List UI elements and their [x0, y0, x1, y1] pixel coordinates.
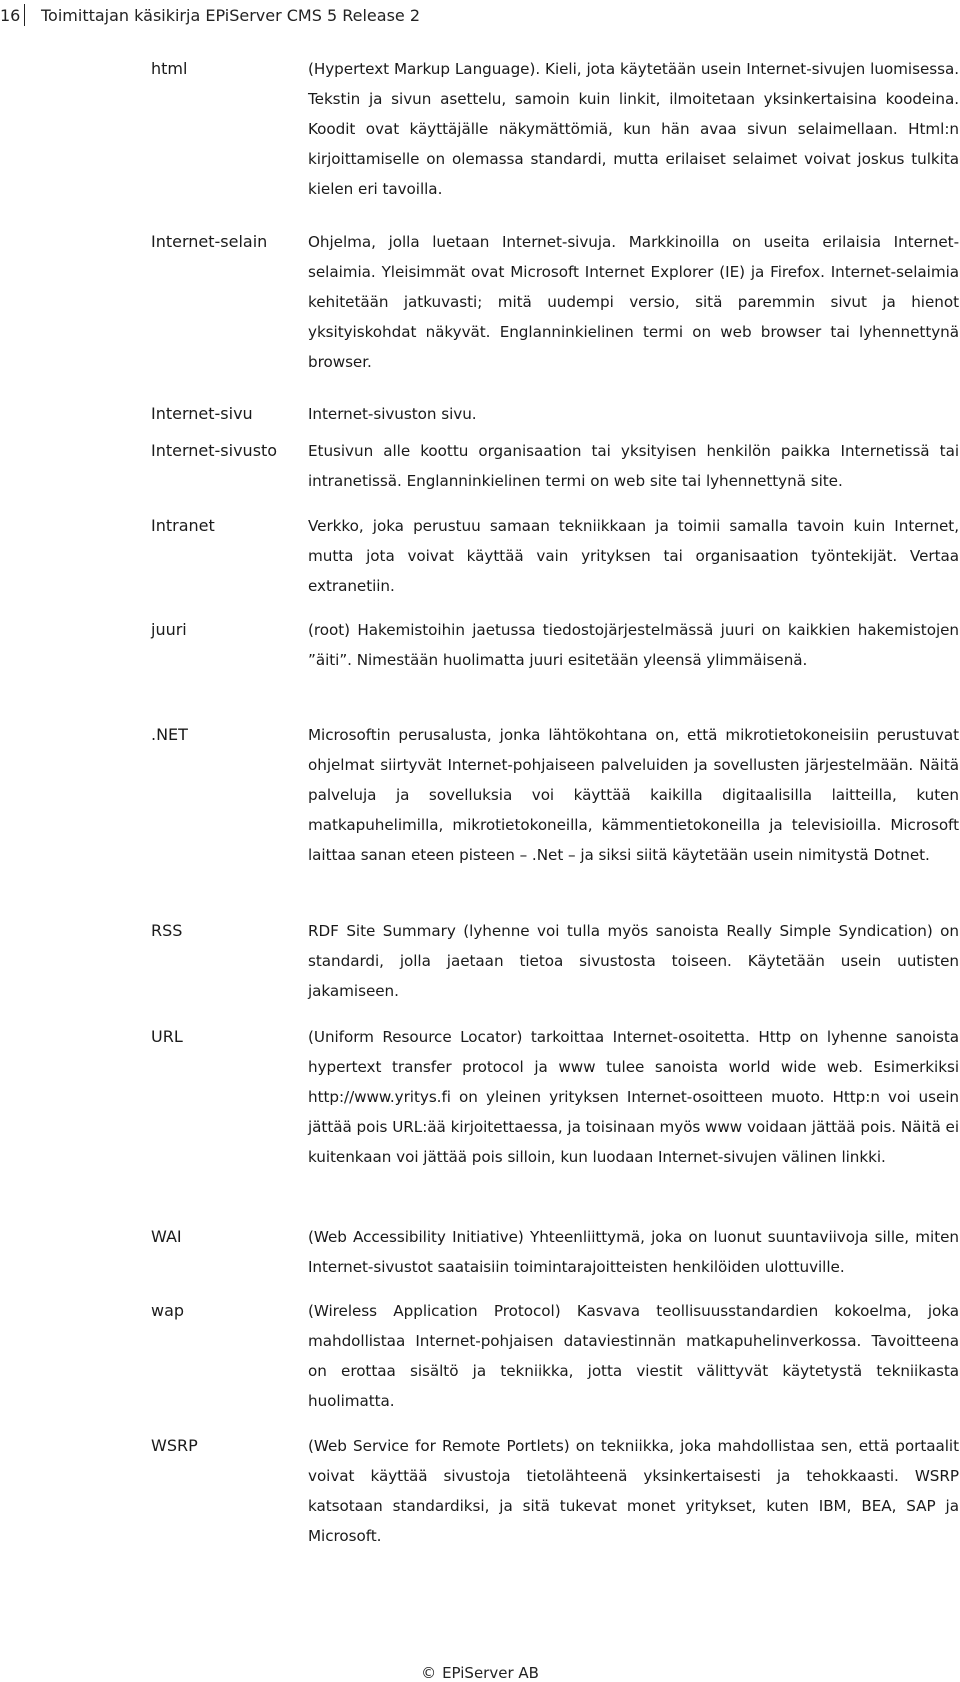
glossary-definition: Internet-sivuston sivu.: [308, 405, 477, 423]
glossary-term: Internet-selain: [151, 232, 268, 251]
glossary-definition: RDF Site Summary (lyhenne voi tulla myös sanoista Really Simple Syndication) on standardi, jolla jaetaan tietoa sivustosta toiseen. Käytetään usein uutisten jakamiseen.: [308, 922, 959, 1000]
glossary-term: .NET: [151, 725, 188, 744]
header-divider: [24, 4, 25, 26]
glossary-term: Internet-sivu: [151, 404, 253, 423]
glossary-definition: Etusivun alle koottu organisaation tai yksityisen henkilön paikka Internetissä tai intranetissä. Englanninkielinen termi on web site tai lyhennettynä site.: [308, 442, 959, 490]
glossary-term: Internet-sivusto: [151, 441, 278, 460]
page-header: [0, 0, 420, 30]
glossary-term: WSRP: [151, 1436, 198, 1455]
glossary-term: URL: [151, 1027, 183, 1046]
copyright-icon: ©: [421, 1664, 437, 1682]
glossary-term: Intranet: [151, 516, 215, 535]
glossary-definition: (Uniform Resource Locator) tarkoittaa Internet-osoitetta. Http on lyhenne sanoista hypertext transfer protocol ja www tulee sanoista world wide web. Esimerkiksi http://www.yritys.fi on yleinen yrityksen Internet-osoitteen muoto. Http:n voi usein jättää pois URL:ää kirjoitettaessa, ja toisinaan myös www voidaan jättää pois. Näitä ei kuitenkaan voi jättää pois silloin, kun luodaan Internet-sivujen välinen linkki.: [308, 1028, 959, 1166]
glossary-definition: (Web Service for Remote Portlets) on tekniikka, joka mahdollistaa sen, että portaalit voivat käyttää sivustoja tietolähteenä yksinkertaisesti ja tehokkaasti. WSRP katsotaan standardiksi, ja sitä tukevat monet yritykset, kuten IBM, BEA, SAP ja Microsoft.: [308, 1437, 959, 1545]
glossary-definition: (Hypertext Markup Language). Kieli, jota käytetään usein Internet-sivujen luomisessa. Tekstin ja sivun asettelu, samoin kuin linkit, ilmoitetaan yksinkertaisina koodeina. Koodit ovat käyttäjälle näkymättömiä, kun hän avaa sivun selaimellaan. Html:n kirjoittamiselle on olemassa standardi, mutta erilaiset selaimet voivat joskus tulkita kielen eri tavoilla.: [308, 60, 959, 198]
glossary-term: wap: [151, 1301, 185, 1320]
document-title: Toimittajan käsikirja EPiServer CMS 5 Release 2: [41, 5, 421, 25]
glossary-definition: Microsoftin perusalusta, jonka lähtökohtana on, että mikrotietokoneisiin perustuvat ohjelmat siirtyvät Internet-pohjaiseen palveluiden ja sovellusten järjestelmään. Näitä palveluja ja sovelluksia voi käyttää kaikilla digitaalisilla laitteilla, kuten matkapuhelimilla, mikrotietokoneilla, kämmentietokoneilla ja televisioilla. Microsoft laittaa sanan eteen pisteen – .Net – ja siksi siitä käytetään usein nimitystä Dotnet.: [308, 726, 959, 864]
page-footer: [0, 1664, 960, 1682]
footer-text: EPiServer AB: [442, 1664, 539, 1682]
glossary-term: WAI: [151, 1227, 182, 1246]
glossary-term: RSS: [151, 921, 183, 940]
glossary-definition: (root) Hakemistoihin jaetussa tiedostojärjestelmässä juuri on kaikkien hakemistojen ”äiti”. Nimestään huolimatta juuri esitetään yleensä ylimmäisenä.: [308, 621, 959, 669]
glossary-term: html: [151, 59, 188, 78]
glossary-definition: (Web Accessibility Initiative) Yhteenliittymä, joka on luonut suuntaviivoja sille, miten Internet-sivustot saataisiin toimintarajoitteisten henkilöiden ulottuville.: [308, 1228, 959, 1276]
glossary-term: juuri: [151, 620, 187, 639]
glossary-definition: Ohjelma, jolla luetaan Internet-sivuja. Markkinoilla on useita erilaisia Internet-selaimia. Yleisimmät ovat Microsoft Internet Explorer (IE) ja Firefox. Internet-selaimia kehitetään jatkuvasti; mitä uudempi versio, sitä paremmin sivut ja hienot yksityiskohdat näkyvät. Englanninkielinen termi on web browser tai lyhennettynä browser.: [308, 233, 959, 371]
glossary-definition: Verkko, joka perustuu samaan tekniikkaan ja toimii samalla tavoin kuin Internet, mutta jota voivat käyttää vain yrityksen tai organisaation työntekijät. Vertaa extranetiin.: [308, 517, 959, 595]
page-number: 16: [0, 5, 21, 25]
glossary-definition: (Wireless Application Protocol) Kasvava teollisuusstandardien kokoelma, joka mahdollistaa Internet-pohjaisen dataviestinnän matkapuhelinverkossa. Tavoitteena on erottaa sisältö ja tekniikka, jotta viestit välittyvät käytetystä tekniikasta huolimatta.: [308, 1302, 959, 1410]
